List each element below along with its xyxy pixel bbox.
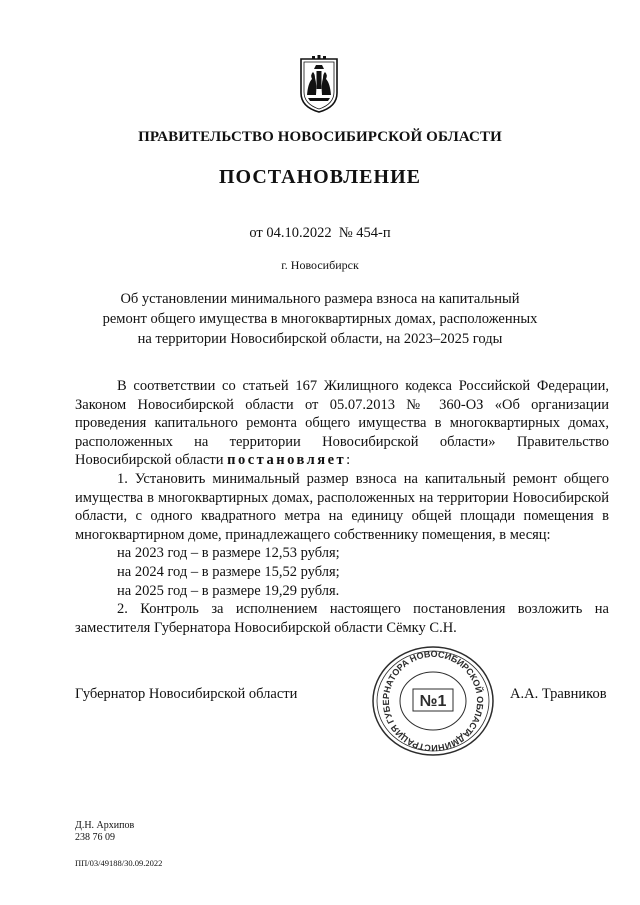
document-subject: Об установлении минимального размера взноса на капитальный ремонт общего имущества в многоквартирных домах, расположенных на территории Новосибирской области, на 2023–2025 годы <box>102 291 538 347</box>
stamp-number: №1 <box>419 693 447 710</box>
signatory-name: А.А. Травников <box>510 686 607 702</box>
date-and-number: от 04.10.2022 № 454-п <box>249 225 391 241</box>
rate-2025: на 2025 год – в размере 19,29 рубля. <box>117 582 340 599</box>
item-1-paragraph: 1. Установить минимальный размер взноса на капитальный ремонт общего имущества в многоквартирных домах, расположенных на территории Новосибирской области, с одного квадратного метра на единицу общей площади помещения в многоквартирном доме, принадлежащего собственнику помещения, в месяц: <box>75 470 609 543</box>
executor-phone: 238 76 09 <box>75 832 115 843</box>
registration-number: ПП/03/49188/30.09.2022 <box>75 858 163 868</box>
preamble-text: В соответствии со статьей 167 Жилищного кодекса Российской Федерации, Законом Новосибирской области от 05.07.2013 № 360-ОЗ «Об организации проведения капитального ремонта общего имущества в многоквартирных домах, расположенных на территории Новосибирской области» Правительство Новосибирской области <box>75 378 609 469</box>
colon: : <box>346 452 351 469</box>
organization-title: ПРАВИТЕЛЬСТВО НОВОСИБИРСКОЙ ОБЛАСТИ <box>138 129 502 145</box>
item-2-paragraph: 2. Контроль за исполнением настоящего постановления возложить на заместителя Губернатора Новосибирской области Сёмку С.Н. <box>75 601 609 636</box>
preamble-paragraph <box>75 377 609 470</box>
rate-2024: на 2024 год – в размере 15,52 рубля; <box>117 563 340 580</box>
stamp-ring-text: АДМИНИСТРАЦИЯ ГУБЕРНАТОРА НОВОСИБИРСКОЙ ОБЛАСТИ <box>380 648 486 754</box>
document-type: ПОСТАНОВЛЕНИЕ <box>219 166 421 188</box>
official-stamp <box>369 645 497 757</box>
city: г. Новосибирск <box>281 258 359 272</box>
executor-info <box>75 820 134 844</box>
postanovlyaet-word: постановляет <box>227 452 347 469</box>
document-body <box>75 377 609 637</box>
rate-2023: на 2023 год – в размере 12,53 рубля; <box>117 545 340 562</box>
novosibirsk-coat-of-arms-icon <box>300 55 338 113</box>
signatory-title: Губернатор Новосибирской области <box>75 686 298 702</box>
executor-name: Д.Н. Архипов <box>75 820 135 831</box>
